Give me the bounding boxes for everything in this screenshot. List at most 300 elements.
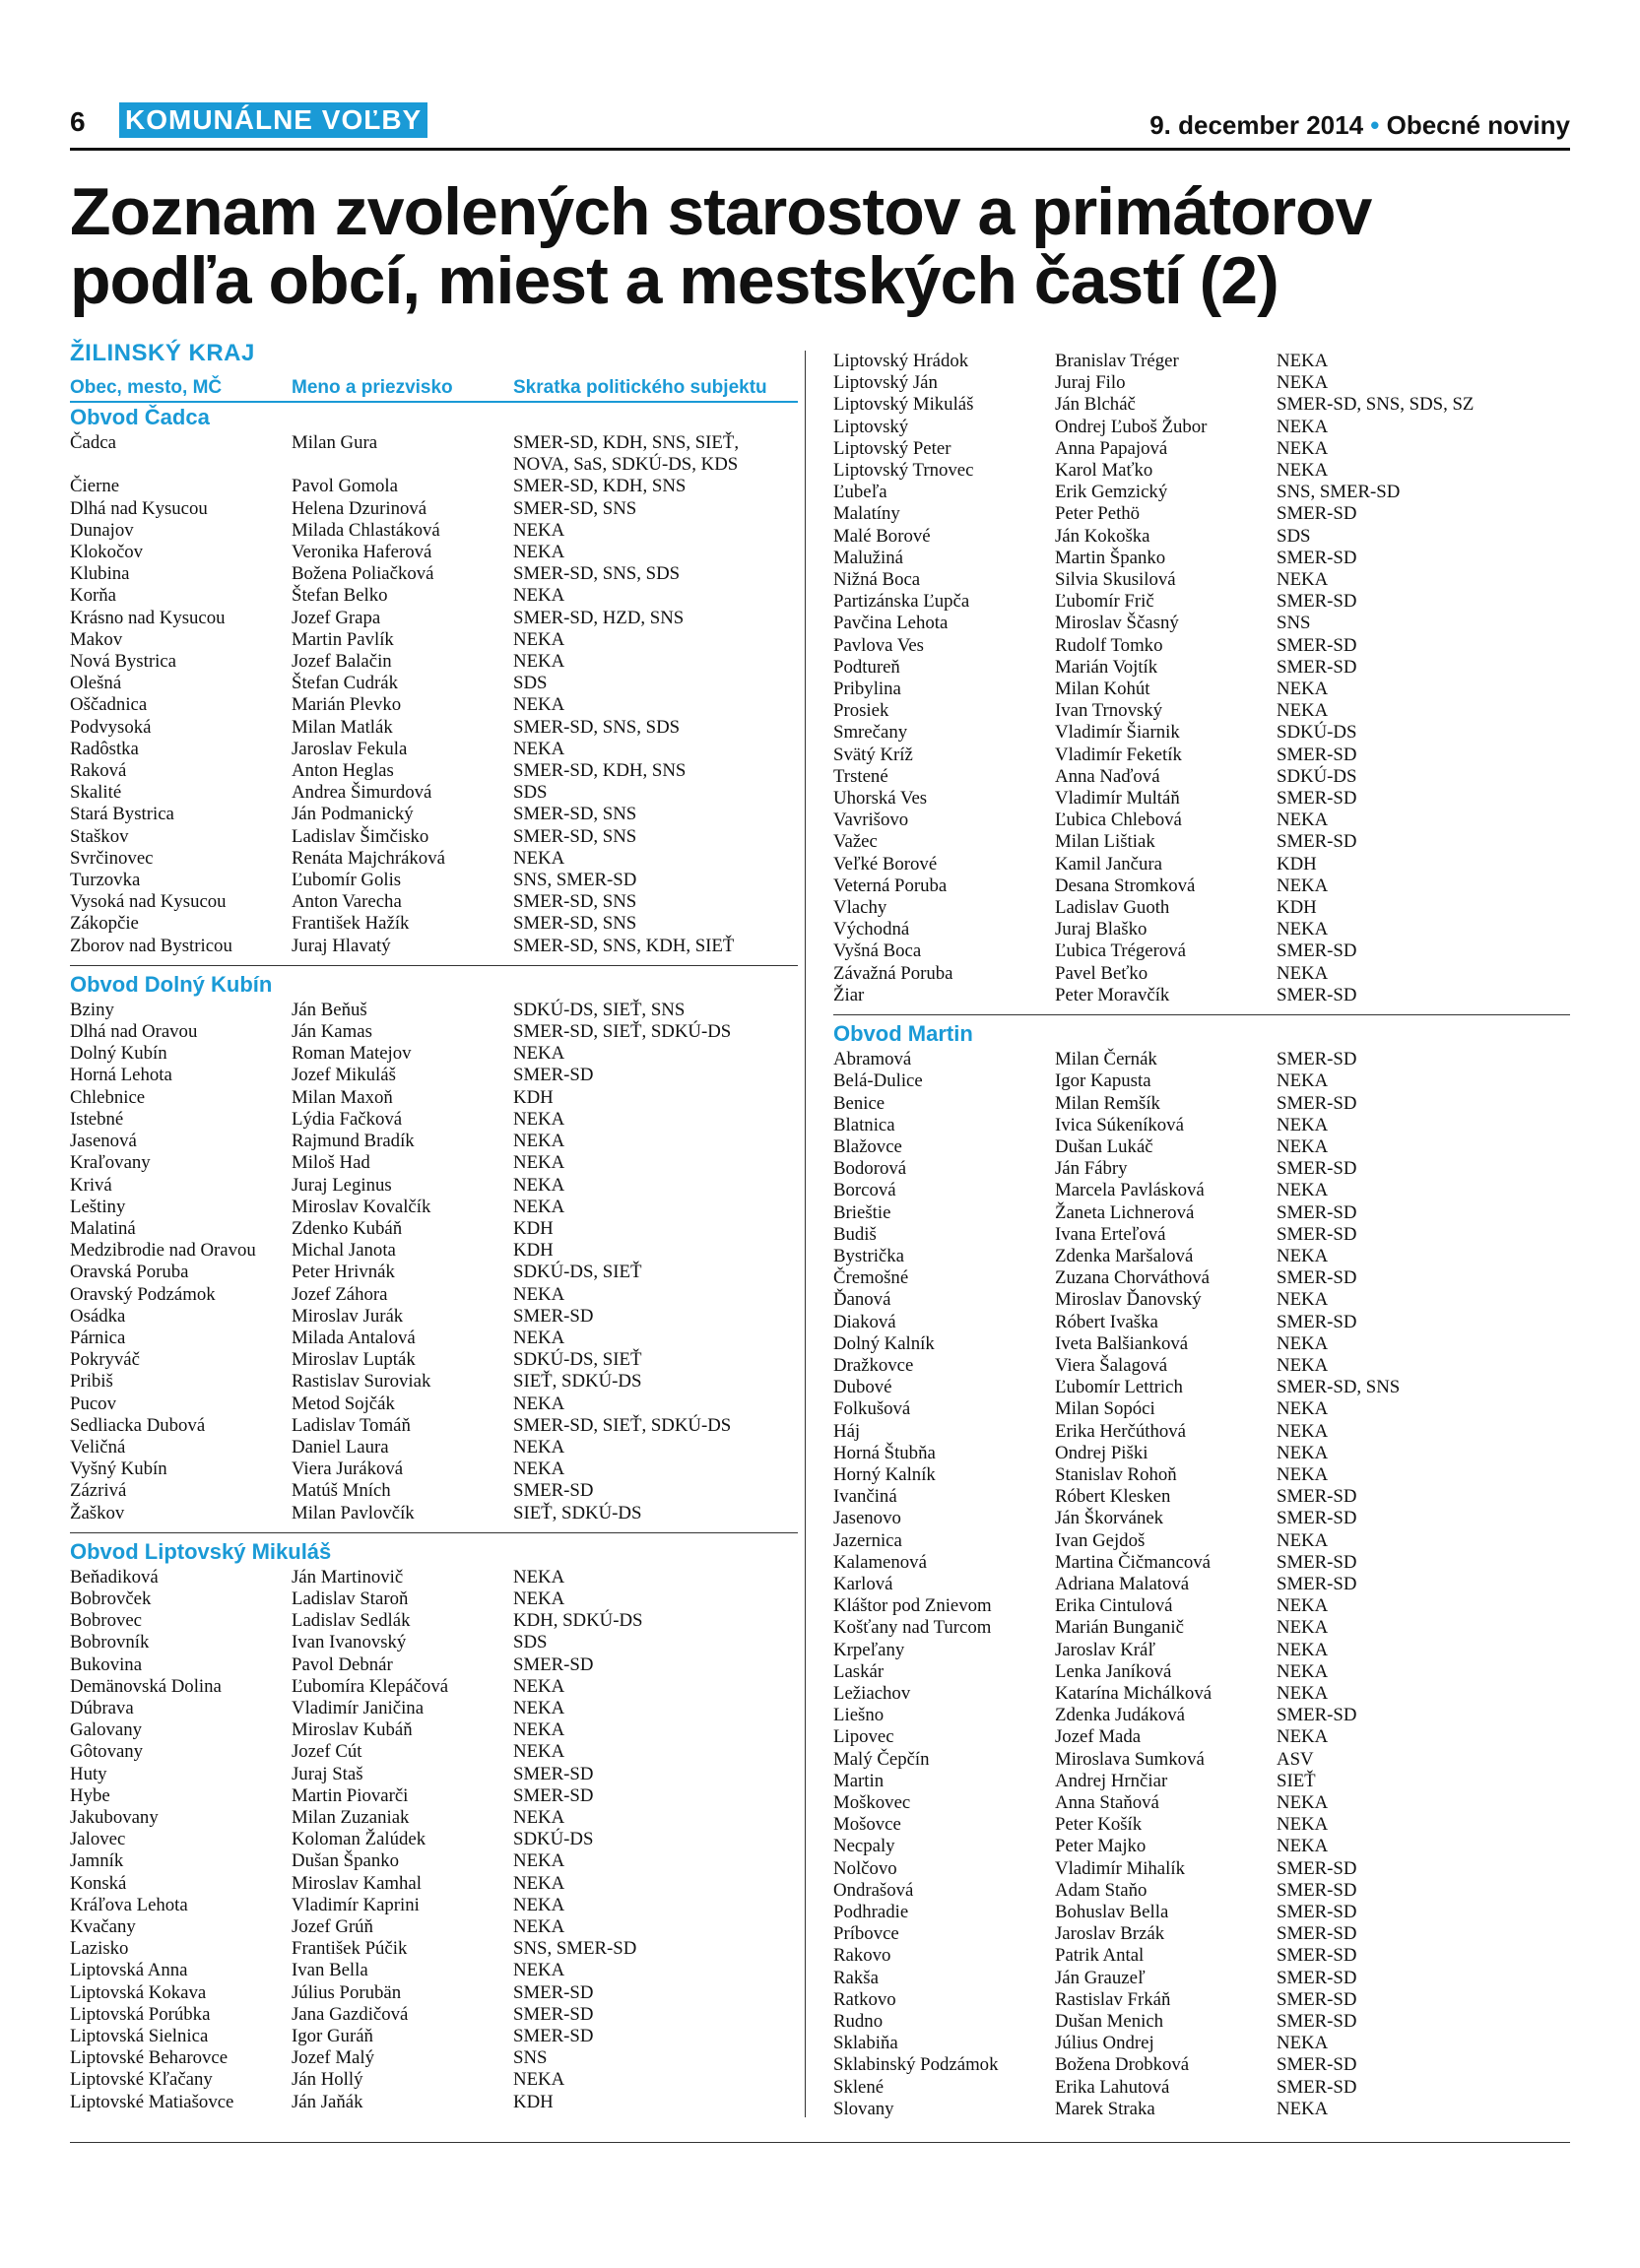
- cell-place: Čremošné: [833, 1267, 909, 1289]
- cell-party: SMER-SD: [1277, 788, 1357, 810]
- table-row: [833, 460, 1570, 482]
- table-row: [833, 1530, 1570, 1552]
- cell-party: SNS, SMER-SD: [1277, 482, 1401, 503]
- cell-place: Abramová: [833, 1049, 912, 1070]
- cell-party: NEKA: [1277, 810, 1329, 831]
- cell-mayor: Jozef Záhora: [292, 1283, 388, 1305]
- cell-party: NEKA: [513, 1566, 565, 1588]
- cell-place: Žaškov: [70, 1502, 125, 1523]
- cell-party: SMER-SD: [1277, 1705, 1357, 1726]
- cell-party: NEKA: [513, 1196, 565, 1217]
- cell-place: Huty: [70, 1763, 107, 1784]
- cell-place: Mošovce: [833, 1814, 901, 1836]
- cell-place: Zborov nad Bystricou: [70, 935, 232, 956]
- cell-party: NEKA: [1277, 1617, 1329, 1639]
- cell-party: NEKA: [513, 1436, 565, 1458]
- cell-place: Malý Čepčín: [833, 1748, 930, 1770]
- page-title: [70, 174, 1587, 318]
- cell-party: NEKA: [513, 1174, 565, 1196]
- cell-place: Makov: [70, 628, 123, 650]
- cell-mayor: Milada Antalová: [292, 1327, 416, 1348]
- table-row: [70, 1021, 798, 1043]
- cell-mayor: Milan Pavlovčík: [292, 1502, 415, 1523]
- region-heading: ŽILINSKÝ KRAJ: [70, 340, 255, 366]
- cell-place: Rakovo: [833, 1945, 891, 1967]
- cell-place: Gôtovany: [70, 1741, 144, 1763]
- cell-party: SMER-SD, SNS: [513, 825, 637, 847]
- cell-place: Kvačany: [70, 1916, 136, 1937]
- cell-party: SMER-SD, SIEŤ, SDKÚ-DS: [513, 1021, 732, 1043]
- cell-mayor: Helena Dzurinová: [292, 497, 427, 519]
- cell-party: NEKA: [1277, 2033, 1329, 2054]
- cell-party: SMER-SD: [513, 1763, 594, 1784]
- cell-party: SMER-SD, SNS: [513, 497, 637, 519]
- cell-place: Korňa: [70, 585, 116, 607]
- cell-party: SMER-SD: [1277, 1158, 1357, 1180]
- cell-place: Blatnica: [833, 1114, 895, 1135]
- cell-party: NEKA: [513, 1741, 565, 1763]
- cell-party: NEKA: [513, 1916, 565, 1937]
- cell-party: SMER-SD, SNS: [513, 913, 637, 935]
- cell-place: Jakubovany: [70, 1806, 159, 1828]
- cell-mayor: Milada Chlastáková: [292, 519, 440, 541]
- table-row: [833, 1814, 1570, 1836]
- cell-party: NEKA: [1277, 1420, 1329, 1442]
- cell-party: SIEŤ, SDKÚ-DS: [513, 1371, 642, 1393]
- table-row: [833, 919, 1570, 940]
- cell-party: NEKA: [1277, 437, 1329, 459]
- cell-party: SMER-SD: [1277, 656, 1357, 678]
- cell-mayor: Milan Černák: [1055, 1049, 1157, 1070]
- cell-place: Košťany nad Turcom: [833, 1617, 992, 1639]
- cell-mayor: Zdenko Kubáň: [292, 1217, 403, 1239]
- cell-place: Ratkovo: [833, 1988, 896, 2010]
- cell-place: Ľubeľa: [833, 482, 887, 503]
- table-row: [70, 1065, 798, 1086]
- cell-place: [70, 454, 292, 476]
- cell-place: Liptovská Kokava: [70, 1981, 207, 2003]
- table-row: [70, 870, 798, 891]
- cell-party: NEKA: [513, 1458, 565, 1480]
- cell-mayor: Miroslav Jurák: [292, 1305, 404, 1327]
- cell-party: NEKA: [1277, 1726, 1329, 1748]
- cell-mayor: Ján Kokoška: [1055, 525, 1150, 547]
- cell-place: Dúbrava: [70, 1697, 134, 1718]
- cell-mayor: Vladimír Multáň: [1055, 788, 1180, 810]
- cell-place: Malatiná: [70, 1217, 136, 1239]
- table-row: [833, 963, 1570, 985]
- cell-place: Liptovská Sielnica: [70, 2026, 209, 2047]
- district-title: Obvod Liptovský Mikuláš: [70, 1538, 332, 1564]
- cell-party: SMER-SD: [513, 1305, 594, 1327]
- table-row: [70, 585, 798, 607]
- cell-mayor: Jozef Mikuláš: [292, 1065, 396, 1086]
- cell-party: NEKA: [1277, 1814, 1329, 1836]
- table-row: [70, 1850, 798, 1872]
- table-row: [833, 1377, 1570, 1398]
- cell-mayor: Vladimír Kaprini: [292, 1894, 420, 1915]
- dateline: [1149, 110, 1570, 141]
- cell-mayor: Koloman Žalúdek: [292, 1829, 426, 1850]
- table-row: [70, 673, 798, 694]
- table-row: [70, 1087, 798, 1109]
- cell-place: Oščadnica: [70, 694, 148, 716]
- cell-place: Jasenová: [70, 1131, 137, 1152]
- cell-mayor: Ján Kamas: [292, 1021, 372, 1043]
- cell-place: Medzibrodie nad Oravou: [70, 1240, 256, 1262]
- cell-place: Folkušová: [833, 1398, 911, 1420]
- cell-mayor: Peter Hrivnák: [292, 1262, 395, 1283]
- cell-place: Podvysoká: [70, 716, 152, 738]
- table-row: [833, 810, 1570, 831]
- table-row: [833, 1158, 1570, 1180]
- table-row: [70, 1480, 798, 1502]
- table-row: [70, 848, 798, 870]
- cell-mayor: Anton Heglas: [292, 760, 394, 782]
- table-row: [70, 1654, 798, 1676]
- cell-mayor: Marek Straka: [1055, 2098, 1155, 2119]
- cell-place: Sklabiňa: [833, 2033, 898, 2054]
- cell-place: Rakša: [833, 1967, 879, 1988]
- cell-mayor: Ľubomír Lettrich: [1055, 1377, 1183, 1398]
- cell-party: SMER-SD: [513, 1480, 594, 1502]
- table-row: [833, 985, 1570, 1006]
- cell-party: SMER-SD, HZD, SNS: [513, 607, 685, 628]
- cell-place: Beňadiková: [70, 1566, 159, 1588]
- cell-place: Dražkovce: [833, 1354, 914, 1376]
- cell-party: SMER-SD: [1277, 1486, 1357, 1508]
- cell-place: Bziny: [70, 999, 114, 1020]
- cell-mayor: Dušan Španko: [292, 1850, 400, 1872]
- district-title: Obvod Martin: [833, 1021, 973, 1047]
- cell-party: NEKA: [513, 1960, 565, 1981]
- cell-place: Krásno nad Kysucou: [70, 607, 226, 628]
- cell-party: NEKA: [513, 1675, 565, 1697]
- cell-place: Podtureň: [833, 656, 900, 678]
- cell-place: Dolný Kubín: [70, 1043, 167, 1065]
- table-row: [70, 1938, 798, 1960]
- table-row: [833, 1989, 1570, 2011]
- cell-party: SDS: [513, 782, 548, 804]
- table-row: [833, 1858, 1570, 1880]
- cell-mayor: Miroslav Kubáň: [292, 1719, 413, 1741]
- table-row: [70, 2004, 798, 2026]
- cell-party: SMER-SD, SNS, SDS, SZ: [1277, 394, 1475, 416]
- cell-party: KDH, SDKÚ-DS: [513, 1610, 643, 1632]
- cell-mayor: Žaneta Lichnerová: [1055, 1201, 1195, 1223]
- header-place: Obec, mesto, MČ: [70, 377, 223, 398]
- table-row: [70, 1371, 798, 1393]
- cell-place: Bobrovček: [70, 1588, 152, 1609]
- table-row: [70, 1393, 798, 1415]
- table-row: [833, 1202, 1570, 1224]
- cell-party: NOVA, SaS, SDKÚ-DS, KDS: [513, 454, 739, 476]
- table-row: [833, 1224, 1570, 1246]
- cell-mayor: Ján Martinovič: [292, 1566, 404, 1588]
- cell-place: Pucov: [70, 1393, 116, 1414]
- cell-mayor: Adam Staňo: [1055, 1879, 1148, 1901]
- table-row: [833, 940, 1570, 962]
- cell-place: Smrečany: [833, 722, 908, 744]
- table-row: [833, 438, 1570, 460]
- cell-place: Zázrivá: [70, 1480, 127, 1502]
- cell-mayor: Miroslav Lupták: [292, 1349, 416, 1371]
- column-divider: [805, 351, 806, 2117]
- right-column: [833, 351, 1570, 2134]
- table-row: [833, 1880, 1570, 1902]
- table-row: [70, 804, 798, 825]
- cell-place: Galovany: [70, 1719, 143, 1741]
- table-row: [70, 432, 798, 454]
- cell-place: Pribylina: [833, 679, 901, 700]
- cell-mayor: Ondrej Piški: [1055, 1442, 1148, 1463]
- cell-mayor: Anna Naďová: [1055, 765, 1160, 787]
- cell-place: Vlachy: [833, 897, 887, 919]
- table-row: [70, 498, 798, 520]
- cell-mayor: Ján Jaňák: [292, 2091, 363, 2112]
- cell-party: NEKA: [513, 1108, 565, 1130]
- cell-place: Moškovec: [833, 1792, 911, 1813]
- district-block: [70, 972, 798, 1533]
- cell-party: NEKA: [513, 628, 565, 650]
- cell-place: Kalamenová: [833, 1551, 927, 1573]
- cell-mayor: Marián Plevko: [292, 694, 402, 716]
- cell-place: Zákopčie: [70, 913, 139, 935]
- cell-party: SMER-SD: [1277, 547, 1357, 568]
- cell-party: NEKA: [1277, 1792, 1329, 1813]
- cell-party: SDKÚ-DS, SIEŤ, SNS: [513, 999, 686, 1020]
- table-row: [70, 1197, 798, 1218]
- cell-party: SMER-SD: [1277, 1945, 1357, 1967]
- cell-mayor: Pavel Beťko: [1055, 962, 1148, 984]
- cell-party: KDH: [1277, 897, 1317, 919]
- cell-party: SMER-SD: [1277, 1967, 1357, 1988]
- cell-place: Klubina: [70, 563, 130, 585]
- cell-mayor: Rastislav Frkáň: [1055, 1988, 1171, 2010]
- cell-mayor: Jozef Malý: [292, 2047, 374, 2069]
- cell-mayor: Miroslav Kovalčík: [292, 1196, 431, 1217]
- cell-mayor: Igor Guráň: [292, 2026, 373, 2047]
- cell-mayor: Pavol Gomola: [292, 476, 398, 497]
- cell-mayor: Juraj Blaško: [1055, 919, 1148, 940]
- cell-mayor: František Púčik: [292, 1938, 408, 1960]
- table-row: [70, 1437, 798, 1458]
- cell-party: SMER-SD, SNS, SDS: [513, 563, 681, 585]
- cell-place: Pokryváč: [70, 1349, 140, 1371]
- cell-place: Čierne: [70, 476, 120, 497]
- cell-party: SMER-SD: [1277, 2011, 1357, 2033]
- cell-mayor: Dušan Lukáč: [1055, 1135, 1153, 1157]
- cell-mayor: Ľubomír Golis: [292, 870, 402, 891]
- cell-place: Chlebnice: [70, 1086, 146, 1108]
- cell-party: NEKA: [513, 847, 565, 869]
- cell-mayor: Zdenka Judáková: [1055, 1705, 1185, 1726]
- cell-party: SNS, SMER-SD: [513, 870, 637, 891]
- cell-mayor: Renáta Majchráková: [292, 847, 445, 869]
- cell-mayor: Martin Pavlík: [292, 628, 394, 650]
- cell-party: SMER-SD: [1277, 1923, 1357, 1945]
- cell-mayor: Zdenka Maršalová: [1055, 1245, 1194, 1266]
- cell-mayor: Róbert Ivaška: [1055, 1311, 1158, 1332]
- cell-party: NEKA: [513, 1043, 565, 1065]
- table-row: [833, 679, 1570, 700]
- cell-mayor: Miroslav Kamhal: [292, 1872, 422, 1894]
- cell-mayor: Vladimír Šiarnik: [1055, 722, 1180, 744]
- cell-place: Brieštie: [833, 1201, 891, 1223]
- cell-mayor: Anna Papajová: [1055, 437, 1168, 459]
- table-row: [833, 1267, 1570, 1289]
- table-row: [70, 1610, 798, 1632]
- cell-place: Jamník: [70, 1850, 124, 1872]
- cell-party: NEKA: [1277, 1398, 1329, 1420]
- cell-mayor: Peter Košík: [1055, 1814, 1143, 1836]
- table-row: [833, 1968, 1570, 1989]
- cell-place: Nolčovo: [833, 1857, 897, 1879]
- cell-place: Vyšná Boca: [833, 940, 922, 962]
- table-row: [70, 1131, 798, 1152]
- cell-place: Veličná: [70, 1436, 126, 1458]
- cell-party: NEKA: [1277, 460, 1329, 482]
- table-row: [70, 476, 798, 497]
- table-row: [70, 1240, 798, 1262]
- table-row: [833, 1508, 1570, 1529]
- cell-mayor: Róbert Klesken: [1055, 1486, 1171, 1508]
- cell-party: SMER-SD: [1277, 984, 1357, 1005]
- cell-party: SMER-SD: [1277, 1551, 1357, 1573]
- cell-mayor: Kamil Jančura: [1055, 853, 1162, 875]
- cell-place: Nižná Boca: [833, 569, 921, 591]
- cell-mayor: Juraj Filo: [1055, 372, 1126, 394]
- cell-mayor: Anton Varecha: [292, 891, 402, 913]
- cell-party: NEKA: [513, 1697, 565, 1718]
- cell-place: Sedliacka Dubová: [70, 1414, 206, 1436]
- cell-mayor: Erika Lahutová: [1055, 2076, 1170, 2098]
- cell-mayor: Ľubomír Frič: [1055, 591, 1154, 613]
- cell-place: Liptovský Ján: [833, 372, 938, 394]
- cell-place: Dlhá nad Oravou: [70, 1021, 198, 1043]
- table-row: [833, 1070, 1570, 1092]
- cell-mayor: Andrej Hrnčiar: [1055, 1770, 1168, 1791]
- table-row: [70, 1785, 798, 1807]
- cell-party: NEKA: [1277, 372, 1329, 394]
- cell-mayor: Vladimír Feketík: [1055, 744, 1182, 765]
- cell-mayor: Štefan Cudrák: [292, 673, 398, 694]
- table-row: [833, 745, 1570, 766]
- table-row: [70, 2069, 798, 2091]
- cell-party: NEKA: [1277, 700, 1329, 722]
- cell-place: Bystrička: [833, 1245, 904, 1266]
- cell-party: SDS: [513, 673, 548, 694]
- cell-place: Olešná: [70, 673, 122, 694]
- cell-party: SNS: [1277, 613, 1311, 634]
- cell-mayor: Marcela Pavlásková: [1055, 1180, 1205, 1201]
- cell-place: Diaková: [833, 1311, 896, 1332]
- cell-mayor: Dušan Menich: [1055, 2011, 1164, 2033]
- cell-place: Uhorská Ves: [833, 788, 928, 810]
- right-table: [833, 351, 1570, 2128]
- cell-place: Pavčina Lehota: [833, 613, 949, 634]
- cell-place: Blažovce: [833, 1135, 902, 1157]
- cell-place: Východná: [833, 919, 910, 940]
- cell-place: Dolný Kalník: [833, 1332, 935, 1354]
- cell-mayor: Štefan Belko: [292, 585, 388, 607]
- district-block: [833, 351, 1570, 1015]
- cell-place: Osádka: [70, 1305, 126, 1327]
- cell-party: SMER-SD: [1277, 831, 1357, 853]
- publication-name: Obecné noviny: [1386, 110, 1570, 140]
- cell-mayor: Ján Blcháč: [1055, 394, 1136, 416]
- table-row: [833, 766, 1570, 788]
- cell-party: SMER-SD, KDH, SNS, SIEŤ,: [513, 432, 740, 453]
- district-block: [833, 1021, 1570, 2128]
- cell-mayor: Ivan Gejdoš: [1055, 1529, 1146, 1551]
- cell-party: NEKA: [1277, 1836, 1329, 1857]
- cell-party: SMER-SD: [1277, 634, 1357, 656]
- cell-mayor: Peter Pethö: [1055, 503, 1141, 525]
- table-row: [70, 782, 798, 804]
- cell-mayor: Božena Poliačková: [292, 563, 434, 585]
- cell-place: Horná Lehota: [70, 1065, 172, 1086]
- table-row: [833, 591, 1570, 613]
- table-row: [70, 542, 798, 563]
- cell-party: KDH: [513, 1086, 554, 1108]
- cell-place: Krivá: [70, 1174, 112, 1196]
- cell-mayor: Milan Remšík: [1055, 1092, 1160, 1114]
- cell-place: Ďanová: [833, 1289, 891, 1311]
- cell-mayor: Ivan Ivanovský: [292, 1632, 407, 1653]
- cell-party: SMER-SD: [513, 1065, 594, 1086]
- cell-party: NEKA: [513, 1283, 565, 1305]
- cell-place: Liptovský Hrádok: [833, 351, 969, 371]
- cell-place: Párnica: [70, 1327, 126, 1348]
- table-row: [833, 1945, 1570, 1967]
- table-row: [833, 635, 1570, 657]
- cell-party: SMER-SD: [513, 2026, 594, 2047]
- cell-party: SMER-SD, SIEŤ, SDKÚ-DS: [513, 1414, 732, 1436]
- table-row: [833, 897, 1570, 919]
- table-row: [833, 1289, 1570, 1311]
- cell-place: Liptovský Peter: [833, 437, 951, 459]
- cell-mayor: Viera Šalagová: [1055, 1354, 1168, 1376]
- cell-party: SDS: [513, 1632, 548, 1653]
- table-row: [833, 1312, 1570, 1333]
- cell-mayor: Juraj Hlavatý: [292, 935, 391, 956]
- cell-party: ASV: [1277, 1748, 1314, 1770]
- cell-mayor: Erik Gemzický: [1055, 482, 1168, 503]
- cell-place: Skalité: [70, 782, 122, 804]
- table-row: [833, 548, 1570, 569]
- cell-party: SMER-SD: [1277, 2076, 1357, 2098]
- cell-party: NEKA: [513, 1719, 565, 1741]
- section-label: KOMUNÁLNE VOĽBY: [119, 102, 427, 138]
- issue-date: 9. december 2014: [1149, 110, 1364, 140]
- cell-mayor: Rudolf Tomko: [1055, 634, 1163, 656]
- cell-party: SNS, SMER-SD: [513, 1938, 637, 1960]
- cell-place: Klokočov: [70, 542, 144, 563]
- cell-party: NEKA: [1277, 1289, 1329, 1311]
- table-row: [833, 722, 1570, 744]
- cell-mayor: Ján Škorvánek: [1055, 1508, 1164, 1529]
- cell-party: NEKA: [1277, 679, 1329, 700]
- cell-party: SMER-SD: [513, 1981, 594, 2003]
- cell-place: Malužiná: [833, 547, 903, 568]
- cell-mayor: Ivana Erteľová: [1055, 1223, 1166, 1245]
- cell-party: NEKA: [1277, 919, 1329, 940]
- table-row: [833, 526, 1570, 548]
- cell-place: Jasenovo: [833, 1508, 901, 1529]
- table-row: [70, 629, 798, 651]
- cell-party: SDS: [1277, 525, 1311, 547]
